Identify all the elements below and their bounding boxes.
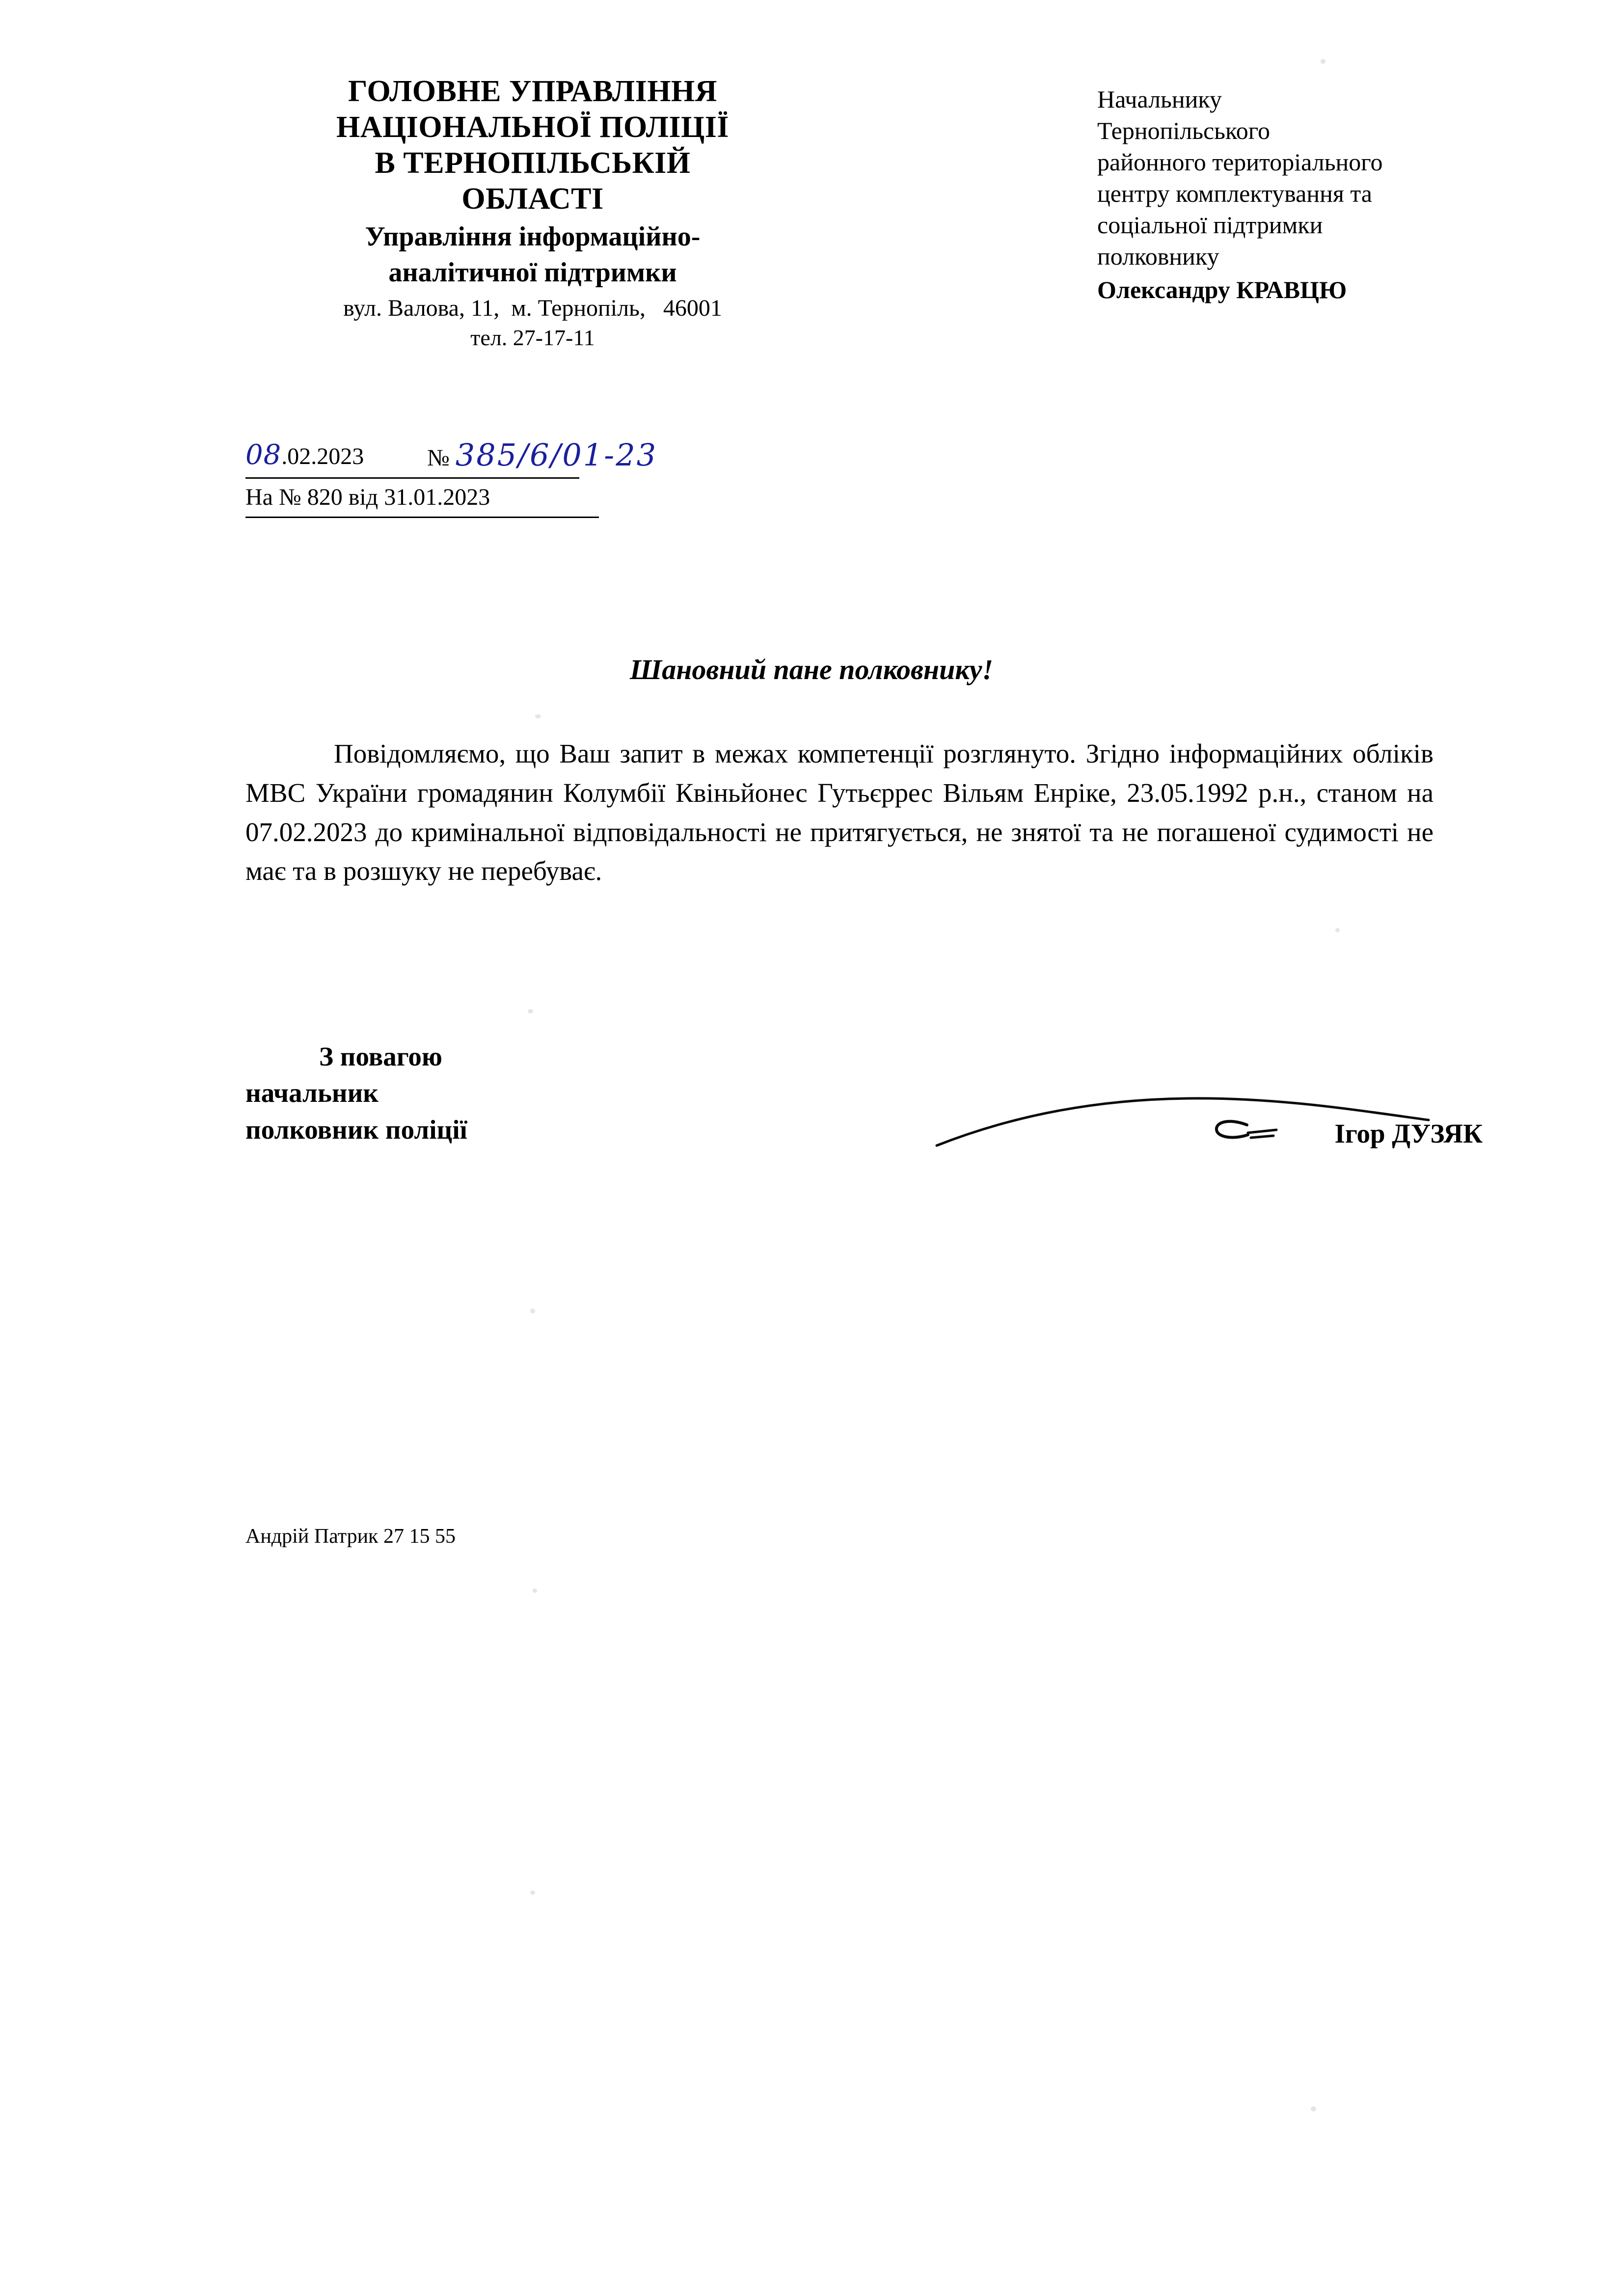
addressee-line-1: Начальнику xyxy=(1097,85,1222,113)
signature-position-2: полковник поліції xyxy=(245,1114,467,1145)
reference-line: На № 820 від 31.01.2023 xyxy=(245,484,490,510)
letterhead-line-4: ОБЛАСТІ xyxy=(461,182,604,216)
registration-date-printed: .02.2023 xyxy=(281,443,364,469)
addressee-line-5: соціальної підтримки xyxy=(1097,211,1323,239)
salutation: Шановний пане полковнику! xyxy=(629,654,994,685)
letterhead-line-3: В ТЕРНОПІЛЬСЬКІЙ xyxy=(375,146,691,180)
executor-line: Андрій Патрик 27 15 55 xyxy=(245,1525,456,1548)
scan-speck xyxy=(530,1890,535,1895)
scan-speck xyxy=(530,1309,535,1313)
scan-speck xyxy=(1321,59,1325,64)
registration-date-handwritten: 08 xyxy=(245,439,282,471)
registration-number xyxy=(427,437,657,473)
reference-underline xyxy=(245,517,599,518)
signature-position xyxy=(245,1039,467,1148)
addressee-block xyxy=(1097,83,1578,305)
scan-speck xyxy=(1335,928,1340,932)
signature-position-1: начальник xyxy=(245,1078,379,1108)
number-symbol: № xyxy=(427,445,450,471)
letterhead-line-2: НАЦІОНАЛЬНОЇ ПОЛІЦІЇ xyxy=(336,110,729,144)
body-paragraph: Повідомляємо, що Ваш запит в межах компетенції розглянуто. Згідно інформаційних обліків МВС України громадянин Колумбії Квіньйонес Гутьєррес Вільям Енріке, 23.05.1992 р.н., станом на 07.02.2023 до кримінальної відповідальності не притягується, не знятої та не погашеної судимості не має та в розшуку не перебуває. xyxy=(245,738,1434,886)
registration-underline xyxy=(245,477,579,479)
letterhead-line-1: ГОЛОВНЕ УПРАВЛІННЯ xyxy=(348,75,717,108)
registration-row xyxy=(245,432,825,475)
registration-date xyxy=(245,439,364,471)
scan-speck xyxy=(1311,2106,1316,2111)
addressee-name: Олександру КРАВЦЮ xyxy=(1097,276,1347,303)
signature-respect: З повагою xyxy=(319,1041,442,1071)
signature-block xyxy=(245,1039,1483,1166)
letterhead xyxy=(231,74,835,351)
registration-number-handwritten: 385/6/01-23 xyxy=(455,437,658,473)
addressee-line-4: центру комплектування та xyxy=(1097,180,1372,207)
scan-speck xyxy=(528,1009,533,1013)
letterhead-phone: тел. 27-17-11 xyxy=(470,325,595,350)
addressee-line-2: Тернопільського xyxy=(1097,117,1271,144)
addressee-line-3: районного територіального xyxy=(1097,148,1383,176)
department-line-2: аналітичної підтримки xyxy=(388,257,677,288)
scan-speck xyxy=(535,714,541,718)
signer-name: Ігор ДУЗЯК xyxy=(1334,1119,1483,1148)
letterhead-address: вул. Валова, 11, м. Тернопіль, 46001 xyxy=(343,295,722,321)
scan-speck xyxy=(533,1588,537,1593)
department-line-1: Управління інформаційно- xyxy=(365,221,701,252)
addressee-line-6: полковнику xyxy=(1097,243,1219,270)
